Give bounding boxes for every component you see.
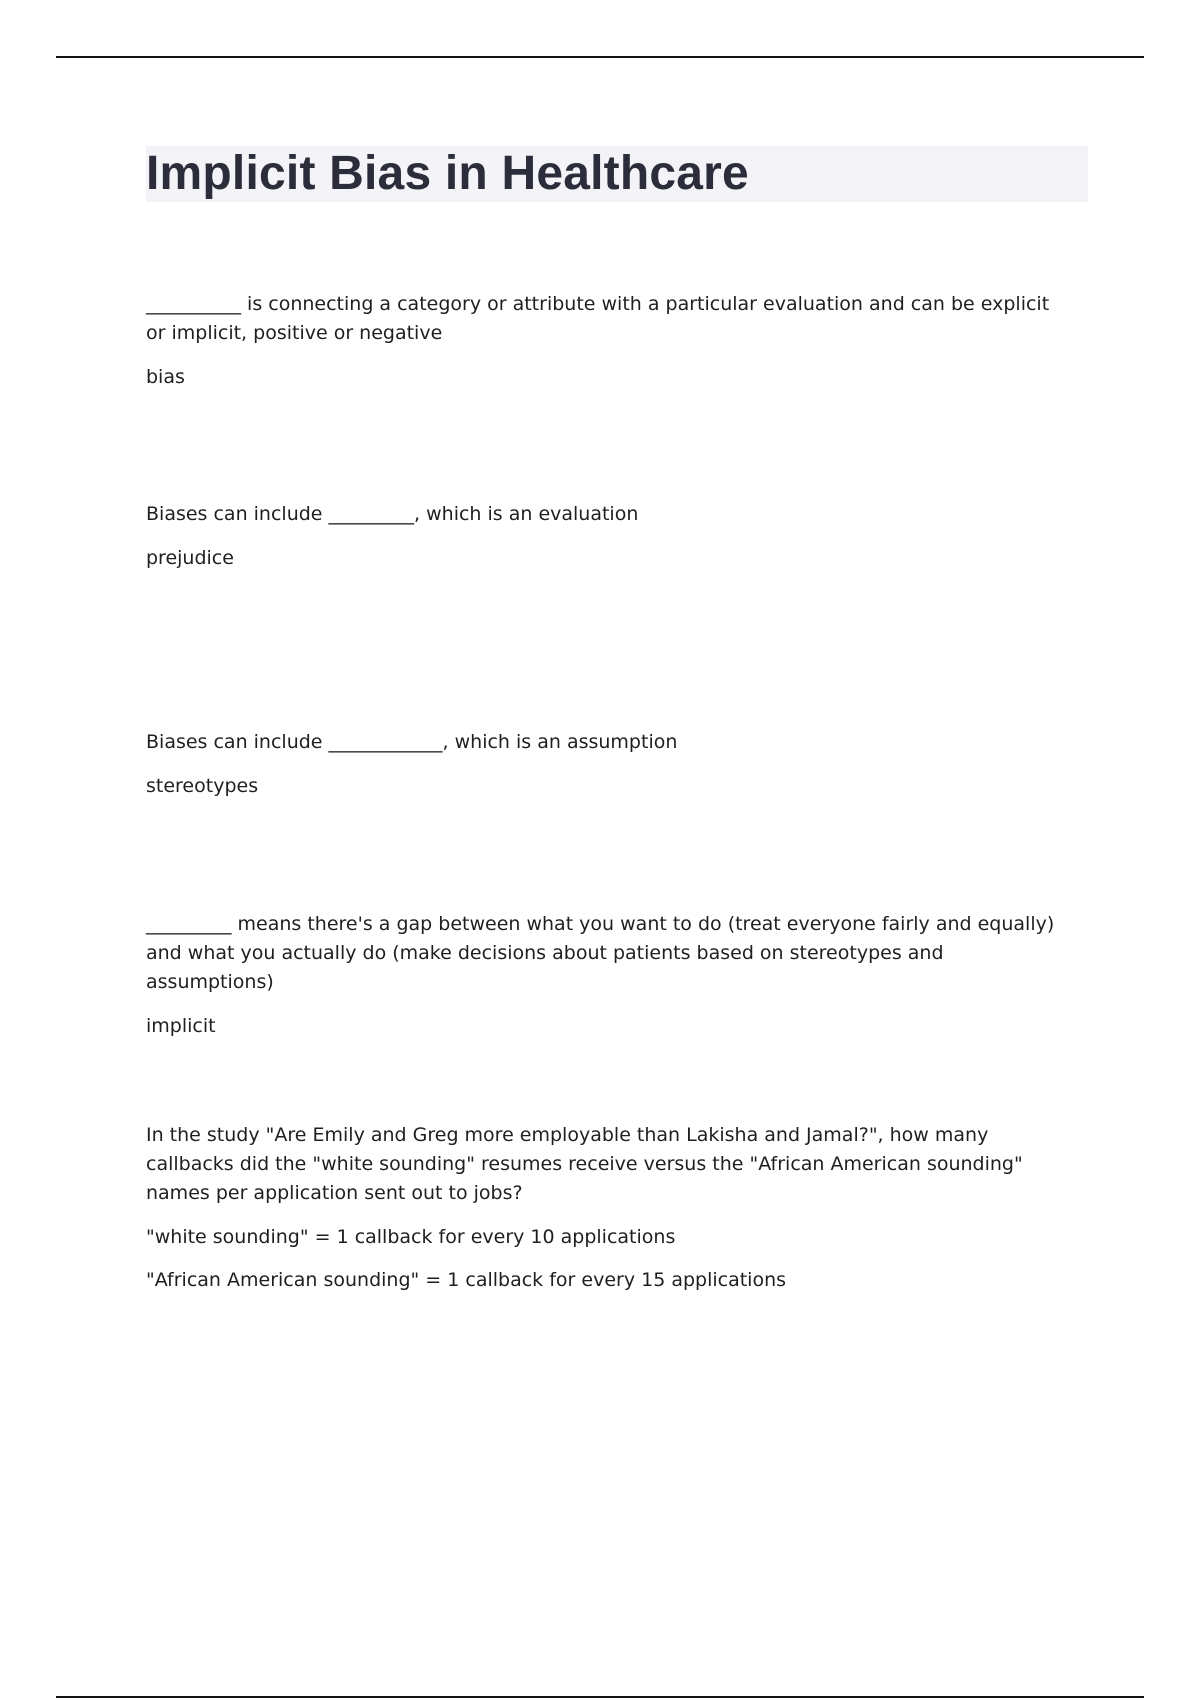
card-question: Biases can include _________, which is an evaluation (146, 503, 639, 525)
card-answer: stereotypes (146, 775, 259, 797)
card-question: In the study "Are Emily and Greg more employable than Lakisha and Jamal?", how many callbacks did the "white sounding" resumes receive versus the "African American sounding" names per application sent out to jobs? (146, 1124, 1023, 1204)
flashcard-1 (146, 290, 1066, 392)
card-answer: "white sounding" = 1 callback for every 10 applications (146, 1226, 676, 1248)
card-answer: implicit (146, 1015, 216, 1037)
flashcard-5 (146, 1121, 1066, 1295)
card-answer: "African American sounding" = 1 callback for every 15 applications (146, 1269, 787, 1291)
footer-rule (56, 1696, 1144, 1698)
page-title: Implicit Bias in Healthcare (146, 147, 749, 200)
header-rule (56, 56, 1144, 58)
card-question: __________ is connecting a category or attribute with a particular evaluation and can be explicit or implicit, positive or negative (146, 293, 1050, 344)
flashcard-4 (146, 910, 1066, 1041)
flashcard-3 (146, 728, 1066, 801)
card-answer: bias (146, 366, 185, 388)
card-question: Biases can include ____________, which is an assumption (146, 731, 678, 753)
card-answer: prejudice (146, 547, 234, 569)
flashcard-2 (146, 500, 1066, 573)
card-question: _________ means there's a gap between what you want to do (treat everyone fairly and equally) and what you actually do (make decisions about patients based on stereotypes and assumptions) (146, 913, 1055, 993)
